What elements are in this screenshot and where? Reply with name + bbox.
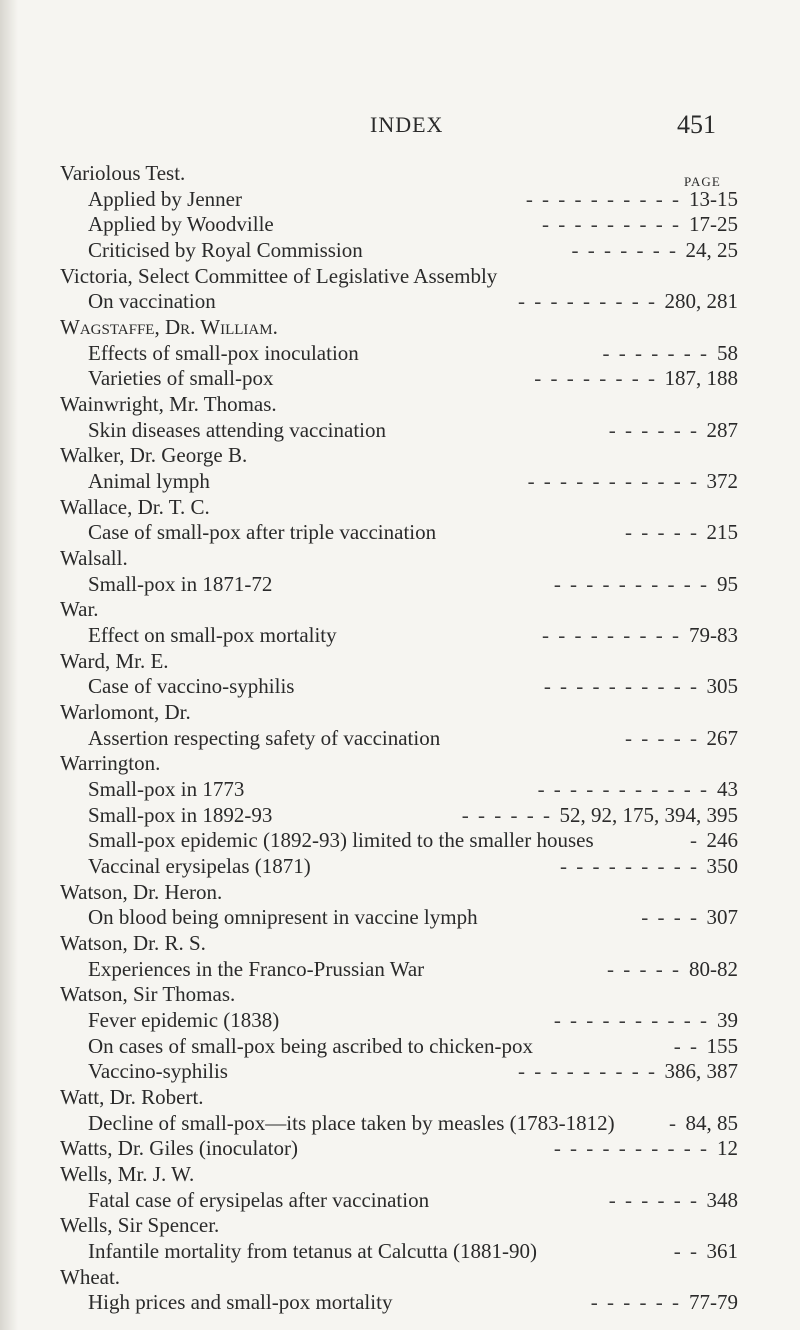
entry-pages: 12 [717,1136,738,1160]
dot-leader: - - - - - - - - [534,366,657,390]
index-heading [0,879,800,905]
entry-pages: 386, 387 [664,1059,738,1083]
dot-leader: - - - - - - - - - [542,212,681,236]
entry-pages: 246 [706,828,738,852]
running-header [0,112,800,142]
entry-label: Walsall. [60,546,128,570]
dot-leader: - - - - - - - - - - [553,572,709,596]
entry-pages: 280, 281 [664,289,738,313]
index-subentry [0,673,800,699]
index-heading [0,750,800,776]
index-subentry [0,1058,800,1084]
index-subentry [0,211,800,237]
entry-label: Small-pox in 1773 [88,777,245,801]
index-heading [0,699,800,725]
entry-label: Small-pox in 1892-93 [88,803,273,827]
entry-label: High prices and small-pox mortality [88,1290,393,1314]
dot-leader: - - - - - - - - - [518,1059,657,1083]
entry-label: Small-pox in 1871-72 [88,572,273,596]
entry-label: Wainwright, Mr. Thomas. [60,392,277,416]
entry-label: Wheat. [60,1265,121,1289]
entry-label: Vaccinal erysipelas (1871) [88,854,311,878]
entry-pages: 39 [717,1008,738,1032]
index-subentry [0,519,800,545]
dot-leader: - - [673,1239,699,1263]
entry-label: Applied by Jenner [88,187,242,211]
dot-leader: - - - - - - - - - - - [537,777,709,801]
entry-pages: 24, 25 [685,238,738,262]
entry-pages: 79-83 [689,623,738,647]
entry-pages: 187, 188 [664,366,738,390]
entry-label: Vaccino-syphilis [88,1059,228,1083]
entry-pages: 287 [706,418,738,442]
entry-label: Wallace, Dr. T. C. [60,495,210,519]
entry-label: Assertion respecting safety of vaccination [88,726,441,750]
index-subentry [0,340,800,366]
entry-label: Watson, Sir Thomas. [60,982,236,1006]
header-title: INDEX [370,112,444,137]
index-subentry [0,802,800,828]
index-subentry [0,1007,800,1033]
entry-label: On blood being omnipresent in vaccine lymph [88,905,478,929]
index-heading [0,596,800,622]
entry-label: Warlomont, Dr. [60,700,191,724]
index-heading [0,1264,800,1290]
dot-leader: - - - - - - - - - [560,854,699,878]
entry-label: Wagstaffe, Dr. William. [60,315,278,339]
entry-pages: 13-15 [689,187,738,211]
entry-label: Experiences in the Franco-Prussian War [88,957,425,981]
dot-leader: - - - - - - [461,803,552,827]
dot-leader: - - - - - - - - - - [553,1008,709,1032]
entry-label: Ward, Mr. E. [60,649,169,673]
index-subentry [0,853,800,879]
index-heading [0,1135,800,1161]
entry-label: Watt, Dr. Robert. [60,1085,204,1109]
entry-label: Case of vaccino-syphilis [88,674,295,698]
dot-leader: - [690,828,699,852]
entry-label: On vaccination [88,289,216,313]
index-subentry [0,1187,800,1213]
index-subentry [0,1238,800,1264]
index-heading [0,545,800,571]
index-heading [0,263,800,289]
dot-leader: - - - - - - [608,418,699,442]
index-subentry [0,1110,800,1136]
index-subentry [0,237,800,263]
index-subentry [0,1033,800,1059]
entry-label: Small-pox epidemic (1892-93) limited to the smaller houses [88,828,594,852]
index-subentry [0,956,800,982]
entry-pages: 215 [706,520,738,544]
dot-leader: - - - - - - [590,1290,681,1314]
index-subentry [0,417,800,443]
entry-pages: 307 [706,905,738,929]
dot-leader: - - - - - - - [602,341,709,365]
index-subentry [0,468,800,494]
entry-label: Variolous Test. [60,161,186,185]
entry-label: Walker, Dr. George B. [60,443,248,467]
entry-pages: 80-82 [689,957,738,981]
entry-pages: 95 [717,572,738,596]
index-heading [0,981,800,1007]
dot-leader: - - - - - - - - - [518,289,657,313]
dot-leader: - - - - - - - - - - [543,674,699,698]
entry-label: Applied by Woodville [88,212,274,236]
entry-pages: 155 [706,1034,738,1058]
index-subentry [0,904,800,930]
index-heading [0,160,800,186]
entry-pages: 17-25 [689,212,738,236]
index-heading [0,930,800,956]
entry-pages: 77-79 [689,1290,738,1314]
entry-label: Watts, Dr. Giles (inoculator) [60,1136,299,1160]
entry-label: Warrington. [60,751,161,775]
index-heading [0,1161,800,1187]
entry-label: Watson, Dr. Heron. [60,880,223,904]
dot-leader: - - - - - - [608,1188,699,1212]
entry-pages: 43 [717,777,738,801]
entry-label: War. [60,597,99,621]
page-column-heading: PAGE [684,174,721,189]
dot-leader: - - - - - - - - - - [553,1136,709,1160]
index-subentry [0,571,800,597]
dot-leader: - - - - - - - - - - [525,187,681,211]
dot-leader: - - - - - - - - - [542,623,681,647]
index-heading [0,314,800,340]
dot-leader: - [669,1111,678,1135]
index-subentry [0,288,800,314]
entry-pages: 58 [717,341,738,365]
index-heading [0,442,800,468]
index-heading [0,1212,800,1238]
header-page-number: 451 [677,110,716,139]
entry-pages: 372 [706,469,738,493]
entry-label: Varieties of small-pox [88,366,274,390]
index-heading [0,648,800,674]
dot-leader: - - - - - [625,520,699,544]
index-heading [0,494,800,520]
index-subentry [0,827,800,853]
entry-label: Fatal case of erysipelas after vaccination [88,1188,430,1212]
dot-leader: - - [673,1034,699,1058]
dot-leader: - - - - [641,905,699,929]
entry-label: Case of small-pox after triple vaccination [88,520,437,544]
entry-pages: 361 [706,1239,738,1263]
entry-pages: 305 [706,674,738,698]
entry-pages: 348 [706,1188,738,1212]
entry-label: Skin diseases attending vaccination [88,418,387,442]
entry-pages: 84, 85 [685,1111,738,1135]
index-subentry [0,725,800,751]
entry-label: Effects of small-pox inoculation [88,341,359,365]
index-subentry [0,776,800,802]
entry-label: Wells, Sir Spencer. [60,1213,220,1237]
dot-leader: - - - - - - - - - - - [527,469,699,493]
index-subentry [0,622,800,648]
entry-label: Watson, Dr. R. S. [60,931,206,955]
entry-label: Animal lymph [88,469,210,493]
entry-label: Decline of small-pox—its place taken by measles (1783-1812) [88,1111,615,1135]
entry-label: Effect on small-pox mortality [88,623,337,647]
index-subentry [0,186,800,212]
entry-label: Wells, Mr. J. W. [60,1162,195,1186]
entry-pages: 267 [706,726,738,750]
dot-leader: - - - - - [625,726,699,750]
index-heading [0,1084,800,1110]
entry-label: On cases of small-pox being ascribed to chicken-pox [88,1034,533,1058]
entry-pages: 52, 92, 175, 394, 395 [559,803,738,827]
entry-label: Infantile mortality from tetanus at Calcutta (1881-90) [88,1239,538,1263]
entry-label: Victoria, Select Committee of Legislative Assembly [60,264,498,288]
index-subentry [0,1289,800,1315]
entry-label: Criticised by Royal Commission [88,238,363,262]
dot-leader: - - - - - - - [571,238,678,262]
entry-label: Fever epidemic (1838) [88,1008,280,1032]
dot-leader: - - - - - [607,957,681,981]
index-heading [0,391,800,417]
index-subentry [0,365,800,391]
entry-pages: 350 [706,854,738,878]
